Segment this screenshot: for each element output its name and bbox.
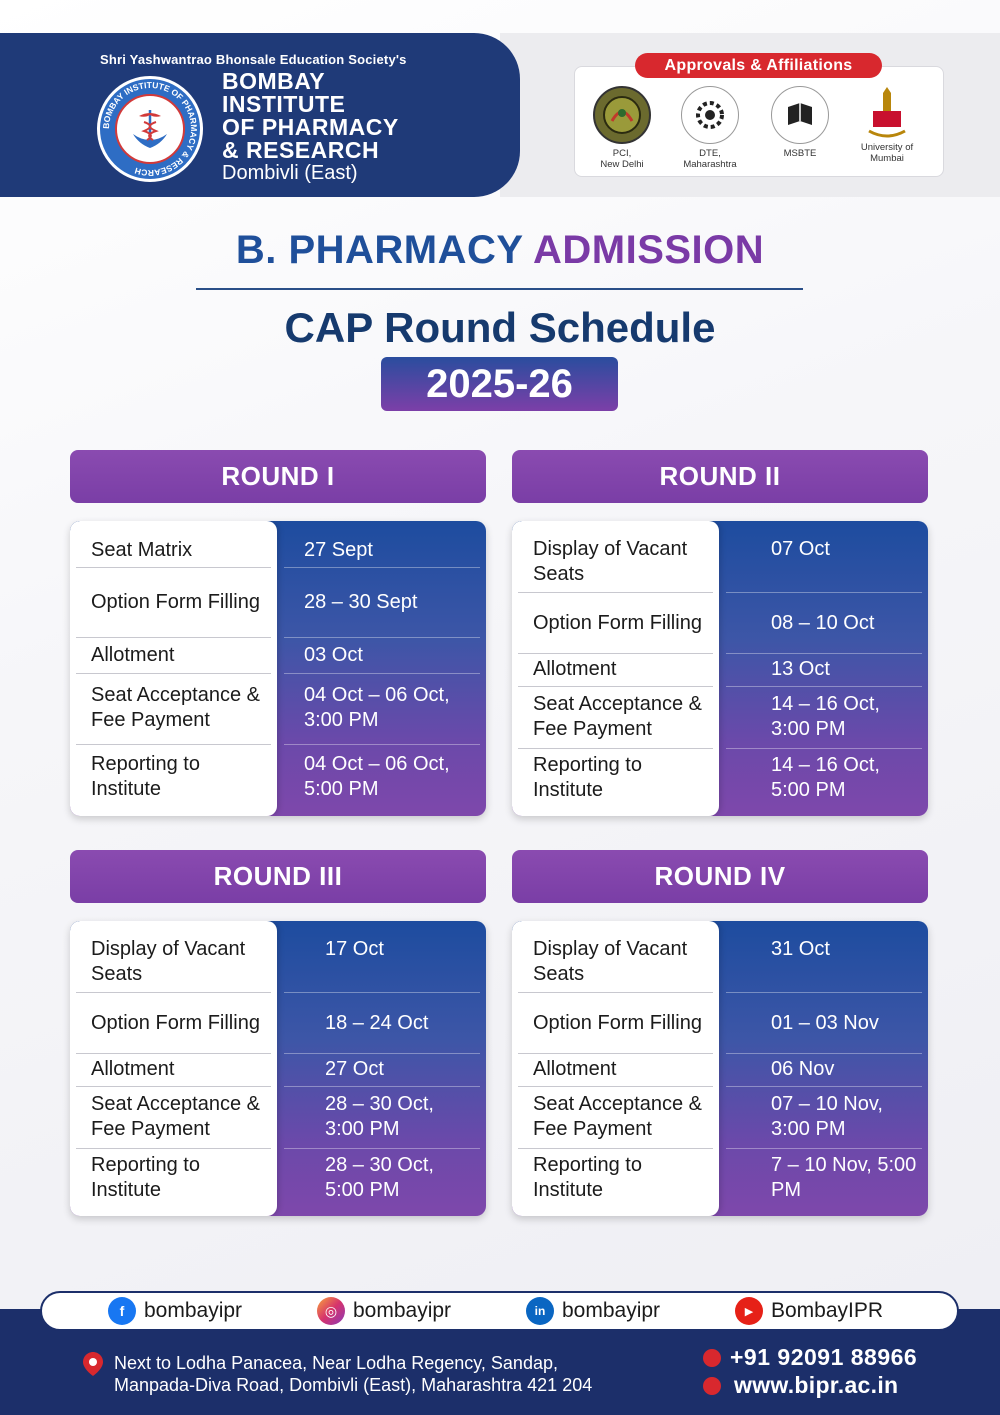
row-date: 27 Sept [304, 538, 373, 561]
schedule-row [512, 1087, 928, 1147]
social-handle: bombayipr [144, 1299, 243, 1322]
row-label: Display of Vacant Seats [533, 938, 688, 985]
row-label: Option Form Filling [91, 1011, 260, 1034]
row-label: Reporting to Institute [91, 753, 200, 800]
institute-logo [97, 76, 203, 182]
row-label: Allotment [91, 643, 175, 666]
affiliation-caption: Maharashtra [683, 159, 737, 170]
institute-name-line: & RESEARCH [222, 137, 380, 163]
schedule-row [512, 687, 928, 747]
social-handle: BombayIPR [771, 1299, 884, 1322]
affiliations-title: Approvals & Affiliations [635, 53, 882, 78]
institute-name-line: BOMBAY [222, 68, 326, 94]
row-date: 04 Oct – 06 Oct, 3:00 PM [304, 684, 450, 731]
page-subtitle: CAP Round Schedule [284, 304, 716, 351]
affiliation-caption: University of [860, 142, 914, 153]
social-linkedin[interactable] [526, 1295, 660, 1327]
row-date: 01 – 03 Nov [771, 1011, 879, 1034]
affiliation-caption: PCI, [612, 148, 632, 159]
msbte-emblem-icon [771, 86, 829, 144]
schedule-row [70, 639, 486, 671]
row-label: Seat Acceptance & Fee Payment [91, 1093, 261, 1140]
row-date: 7 – 10 Nov, 5:00 PM [771, 1154, 917, 1201]
location-pin-icon [83, 1352, 103, 1381]
social-handle: bombayipr [353, 1299, 452, 1322]
schedule-row [512, 1149, 928, 1207]
institute-name-line: OF PHARMACY [222, 114, 399, 140]
schedule-row [70, 535, 486, 565]
row-date: 14 – 16 Oct, 3:00 PM [771, 693, 880, 740]
social-youtube[interactable] [735, 1295, 883, 1327]
row-date: 17 Oct [325, 938, 384, 960]
row-date: 07 – 10 Nov, 3:00 PM [771, 1093, 883, 1140]
round-4-card [512, 921, 928, 1216]
schedule-row [70, 994, 486, 1052]
affiliation-pci [577, 86, 667, 170]
schedule-row [512, 994, 928, 1052]
caduceus-icon [115, 94, 185, 164]
logo-ring-label: BOMBAY INSTITUTE OF PHARMACY & RESEARCH [100, 79, 200, 179]
row-label: Option Form Filling [533, 1011, 702, 1034]
instagram-icon: ◎ [317, 1297, 345, 1325]
round-1-title: ROUND I [70, 450, 486, 503]
affiliation-mumbai-university [842, 86, 932, 164]
pci-emblem-icon [593, 86, 651, 144]
footer-address [114, 1352, 592, 1396]
social-handle: bombayipr [562, 1299, 661, 1322]
globe-icon [703, 1377, 721, 1395]
institute-name [222, 70, 399, 162]
phone-icon [703, 1349, 721, 1367]
row-label: Option Form Filling [533, 611, 702, 634]
social-instagram[interactable] [317, 1295, 451, 1327]
schedule-row [70, 1054, 486, 1085]
round-1-card [70, 521, 486, 816]
schedule-row [512, 594, 928, 652]
affiliation-caption: MSBTE [783, 148, 817, 159]
schedule-row [70, 746, 486, 808]
round-2-card [512, 521, 928, 816]
round-3-title: ROUND III [70, 850, 486, 903]
row-label: Display of Vacant Seats [533, 538, 688, 585]
address-line: Manpada-Diva Road, Dombivli (East), Maharashtra 421 204 [114, 1375, 593, 1395]
affiliation-caption: DTE, [699, 148, 721, 159]
youtube-icon: ▶ [735, 1297, 763, 1325]
row-label: Option Form Filling [91, 590, 260, 613]
footer-website[interactable]: www.bipr.ac.in [734, 1372, 899, 1398]
footer-phone[interactable]: +91 92091 88966 [730, 1344, 918, 1370]
row-date: 18 – 24 Oct [325, 1011, 429, 1034]
society-name: Shri Yashwantrao Bhonsale Education Society's [100, 52, 407, 67]
row-date: 28 – 30 Oct, 3:00 PM [325, 1093, 434, 1140]
affiliation-caption: Mumbai [870, 153, 904, 164]
row-label: Allotment [533, 658, 617, 680]
page-title [0, 228, 1000, 273]
row-date: 31 Oct [771, 938, 830, 960]
row-date: 04 Oct – 06 Oct, 5:00 PM [304, 753, 450, 800]
round-4-title: ROUND IV [512, 850, 928, 903]
row-label: Allotment [91, 1058, 175, 1080]
row-label: Reporting to Institute [91, 1154, 200, 1201]
schedule-row [70, 933, 486, 991]
affiliation-caption: New Delhi [600, 159, 644, 170]
row-date: 28 – 30 Sept [304, 590, 418, 613]
row-label: Display of Vacant Seats [91, 938, 246, 985]
row-label: Seat Acceptance & Fee Payment [91, 684, 261, 731]
linkedin-icon: in [526, 1297, 554, 1325]
row-label: Allotment [533, 1058, 617, 1080]
institute-location: Dombivli (East) [222, 162, 358, 184]
institute-name-line: INSTITUTE [222, 91, 346, 117]
row-date: 03 Oct [304, 643, 363, 666]
row-label: Reporting to Institute [533, 754, 642, 801]
row-date: 07 Oct [771, 538, 830, 560]
round-3-card [70, 921, 486, 1216]
row-date: 27 Oct [325, 1058, 384, 1080]
facebook-icon: f [108, 1297, 136, 1325]
schedule-row [512, 533, 928, 591]
schedule-row [70, 675, 486, 741]
row-date: 14 – 16 Oct, 5:00 PM [771, 754, 880, 801]
row-label: Seat Acceptance & Fee Payment [533, 1093, 703, 1140]
schedule-row [512, 1054, 928, 1085]
row-date: 13 Oct [771, 658, 830, 680]
schedule-row [512, 654, 928, 685]
year-badge: 2025-26 [381, 357, 618, 411]
affiliation-dte [665, 86, 755, 170]
schedule-row [70, 569, 486, 635]
schedule-row [512, 933, 928, 991]
address-line: Next to Lodha Panacea, Near Lodha Regency, Sandap, [114, 1353, 558, 1373]
social-facebook[interactable] [108, 1295, 242, 1327]
schedule-row [70, 1087, 486, 1147]
schedule-row [70, 1149, 486, 1207]
row-date: 28 – 30 Oct, 5:00 PM [325, 1154, 434, 1201]
row-label: Seat Matrix [91, 538, 193, 561]
round-2-title: ROUND II [512, 450, 928, 503]
page-title-part2: ADMISSION [532, 228, 765, 272]
row-label: Reporting to Institute [533, 1154, 642, 1201]
affiliation-msbte [755, 86, 845, 159]
dte-emblem-icon [681, 86, 739, 144]
mumbai-university-emblem-icon [858, 86, 916, 144]
row-label: Seat Acceptance & Fee Payment [533, 693, 703, 740]
schedule-row [512, 749, 928, 807]
row-date: 06 Nov [771, 1058, 835, 1080]
page-title-part1: B. PHARMACY [235, 228, 523, 272]
row-date: 08 – 10 Oct [771, 611, 875, 634]
title-divider [196, 288, 803, 290]
